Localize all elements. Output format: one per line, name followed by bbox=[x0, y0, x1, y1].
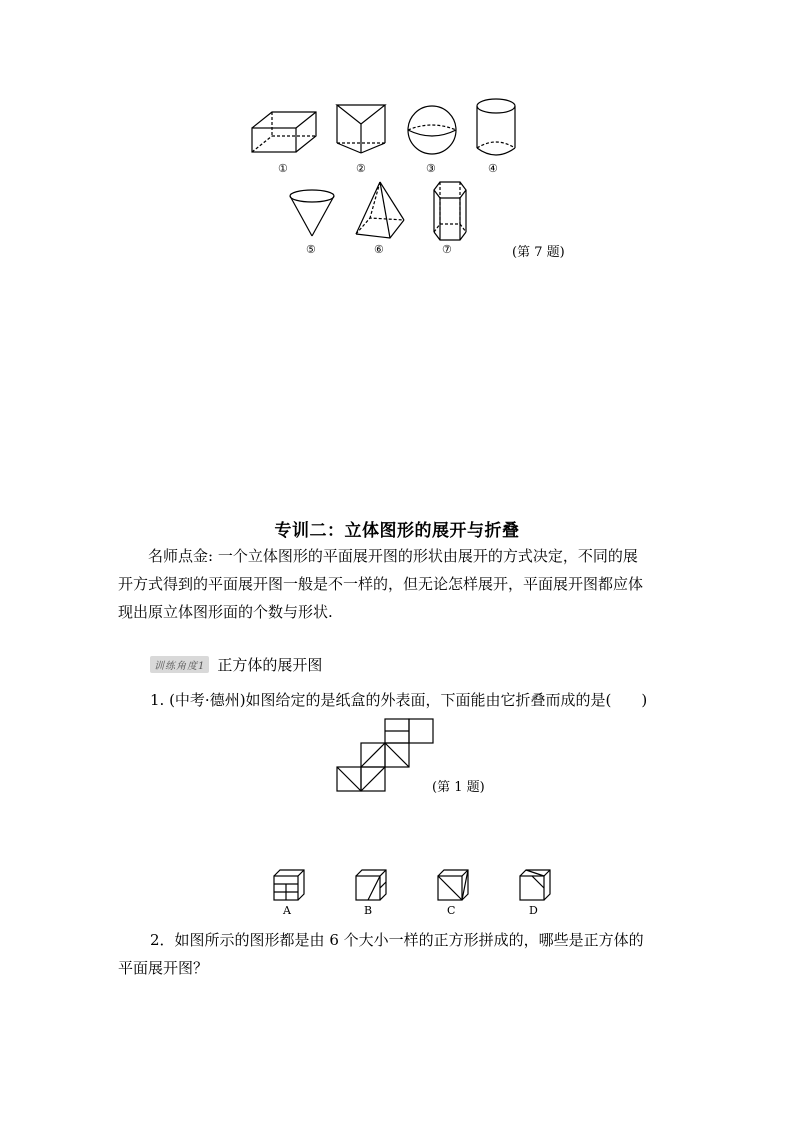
figure-label-7: ⑦ bbox=[442, 243, 452, 256]
prism-shape bbox=[337, 105, 385, 153]
cylinder-shape bbox=[477, 99, 515, 155]
question-1-text: 1. (中考·德州)如图给定的是纸盒的外表面，下面能由它折叠而成的是( ) bbox=[150, 691, 648, 709]
option-a-label: A bbox=[283, 904, 291, 917]
figure-label-1: ① bbox=[278, 162, 288, 175]
option-a-cube bbox=[274, 870, 304, 900]
option-c-label: C bbox=[447, 904, 456, 917]
cuboid-shape bbox=[252, 112, 316, 152]
tip-line-2: 开方式得到的平面展开图一般是不一样的，但无论怎样展开，平面展开图都应体 bbox=[118, 575, 644, 593]
figure-7-caption: (第 7 题) bbox=[512, 245, 565, 260]
figure-7 bbox=[0, 0, 794, 280]
figure-label-4: ④ bbox=[488, 162, 498, 175]
figure-7-drawing bbox=[0, 0, 794, 280]
hex-prism-shape bbox=[434, 182, 466, 240]
figure-label-5: ⑤ bbox=[306, 243, 316, 256]
figure-label-3: ③ bbox=[426, 162, 436, 175]
tip-line-1: 名师点金: 一个立体图形的平面展开图的形状由展开的方式决定，不同的展 bbox=[148, 547, 638, 565]
tip-line-3: 现出原立体图形面的个数与形状. bbox=[118, 603, 333, 621]
cone-shape bbox=[290, 190, 334, 236]
training-header bbox=[150, 654, 322, 675]
sphere-shape bbox=[408, 106, 456, 154]
option-b-cube bbox=[356, 870, 386, 900]
figure-label-6: ⑥ bbox=[374, 243, 384, 256]
section-title: 专训二：立体图形的展开与折叠 bbox=[274, 521, 520, 541]
training-badge: 训练角度1 bbox=[150, 656, 209, 673]
question-1-caption: (第 1 题) bbox=[432, 780, 485, 795]
option-d-cube bbox=[520, 870, 550, 900]
training-title: 正方体的展开图 bbox=[217, 656, 323, 674]
option-c-cube bbox=[438, 870, 468, 900]
pyramid-shape bbox=[356, 182, 404, 238]
question-2 bbox=[118, 926, 698, 982]
question-2-line-1: 2．如图所示的图形都是由 6 个大小一样的正方形拼成的，哪些是正方体的 bbox=[150, 931, 644, 949]
option-d-label: D bbox=[529, 904, 538, 917]
figure-label-2: ② bbox=[356, 162, 366, 175]
tip-paragraph bbox=[118, 542, 678, 626]
option-b-label: B bbox=[364, 904, 373, 917]
question-2-line-2: 平面展开图？ bbox=[118, 959, 209, 977]
